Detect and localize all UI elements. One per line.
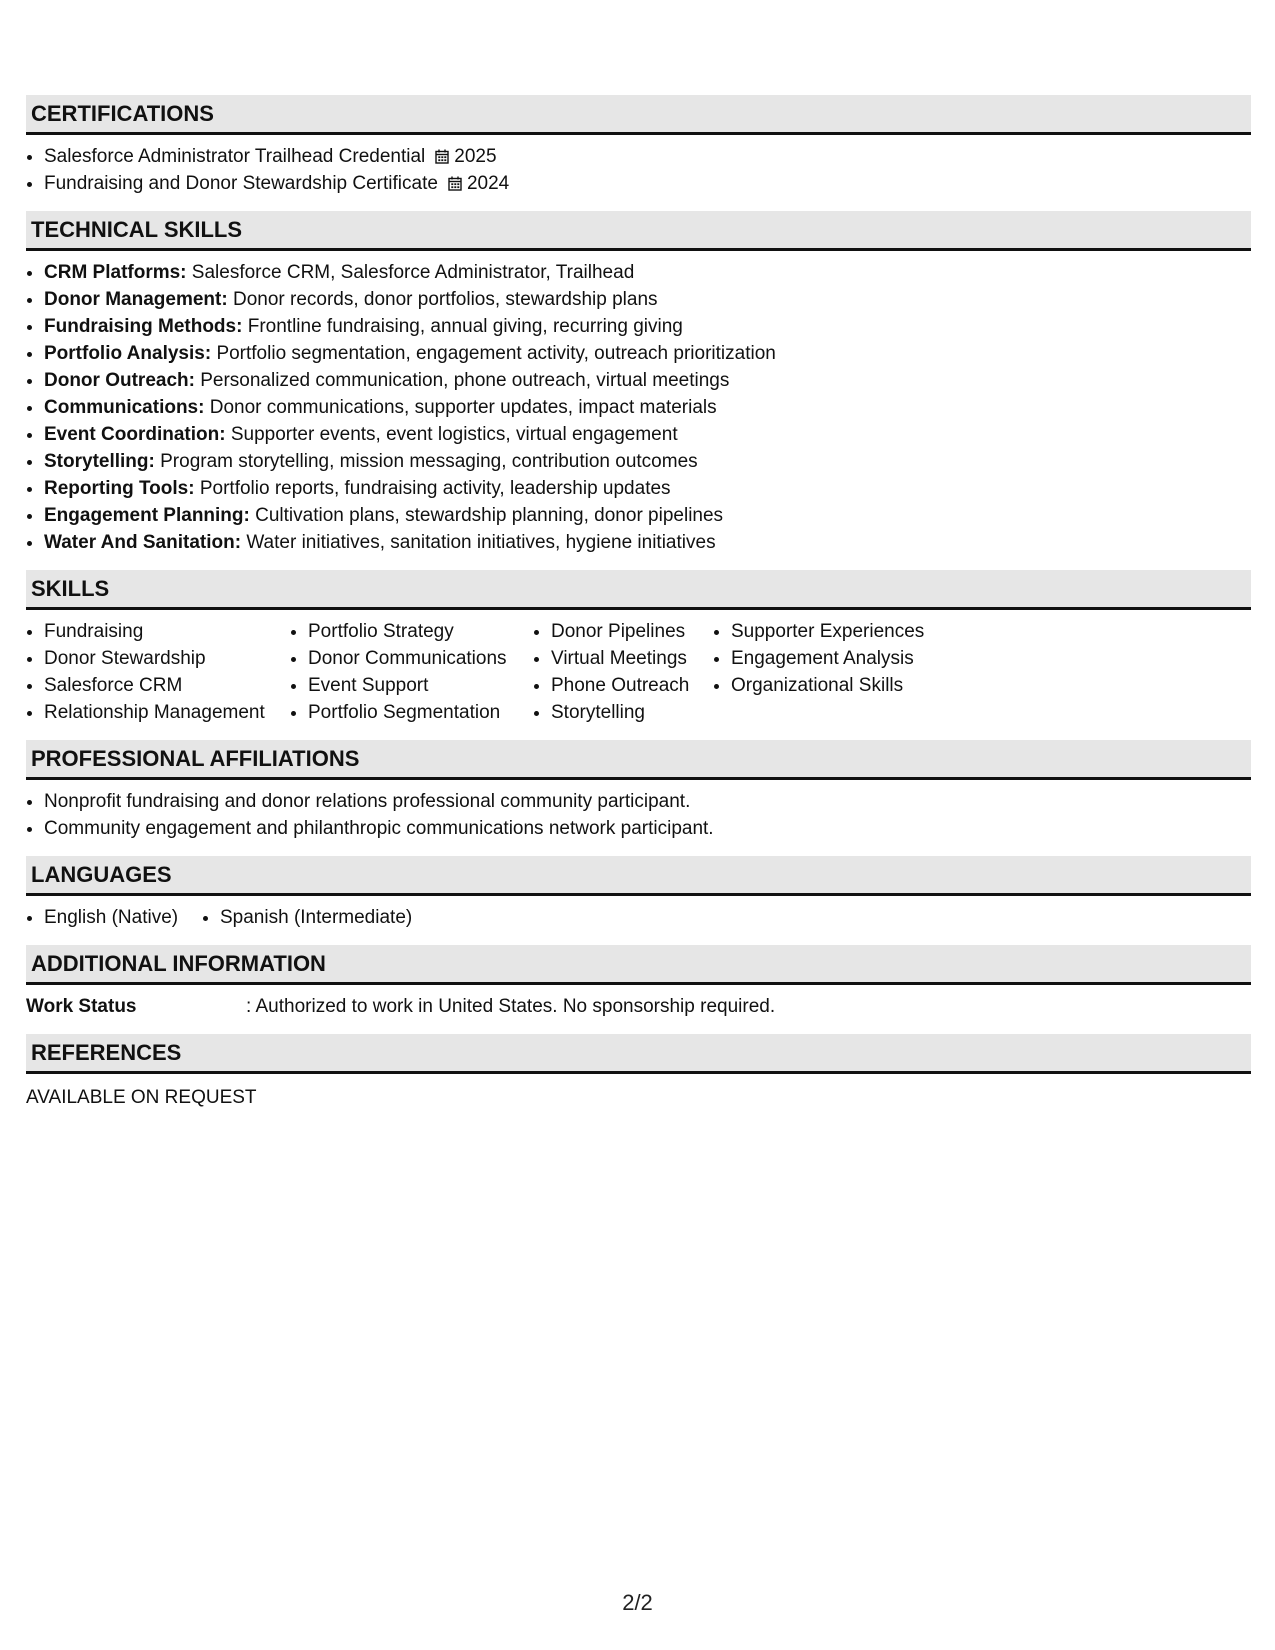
skill-details: Salesforce CRM, Salesforce Administrator, Trailhead [191,262,635,283]
skills-column [533,618,713,726]
additional-info-heading: ADDITIONAL INFORMATION [26,945,1251,985]
certifications-section [26,95,1251,197]
affiliations-list [26,788,1251,842]
skill-category: Event Coordination: [44,424,226,445]
additional-info-section [26,945,1251,1020]
skill-category: Communications: [44,397,205,418]
affiliations-heading: PROFESSIONAL AFFILIATIONS [26,740,1251,780]
list-item [44,448,1251,475]
list-item [44,421,1251,448]
skills-column [26,618,290,726]
references-text: AVAILABLE ON REQUEST [26,1087,257,1108]
certification-year: 2025 [454,146,497,167]
certification-name: Salesforce Administrator Trailhead Credential [44,146,426,167]
technical-skills-heading: TECHNICAL SKILLS [26,211,1251,251]
skill-details: Portfolio segmentation, engagement activity, outreach prioritization [216,343,776,364]
list-item: • Donor Communications [308,645,533,672]
references-heading: REFERENCES [26,1034,1251,1074]
list-item: • Fundraising [44,618,290,645]
list-item: • Portfolio Strategy [308,618,533,645]
list-item: • Community engagement and philanthropic communications network participant. [44,815,1251,842]
list-item [44,170,1251,197]
skills-heading: SKILLS [26,570,1251,610]
certification-year: 2024 [466,173,510,194]
skill-category: Storytelling: [44,451,155,472]
languages-section [26,856,1251,931]
skill-category: Donor Outreach: [44,370,195,391]
list-item [44,143,1251,170]
list-item: • Relationship Management [44,699,290,726]
list-item: • Nonprofit fundraising and donor relations professional community participant. [44,788,1251,815]
calendar-icon [435,149,449,164]
technical-skills-section [26,211,1251,556]
list-item [44,340,1251,367]
skill-category: CRM Platforms: [44,262,187,283]
work-status-row [26,993,1251,1020]
skill-details: Donor records, donor portfolios, stewardship plans [232,289,658,310]
skill-details: Cultivation plans, stewardship planning, donor pipelines [255,505,724,526]
skill-category: Fundraising Methods: [44,316,243,337]
resume-page [26,95,1251,1125]
certification-name: Fundraising and Donor Stewardship Certificate [44,173,438,194]
list-item: • Spanish (Intermediate) [220,904,412,931]
languages-heading: LANGUAGES [26,856,1251,896]
languages-column [202,904,412,931]
list-item: • Phone Outreach [551,672,713,699]
skill-category: Water And Sanitation: [44,532,242,553]
list-item [44,259,1251,286]
list-item [44,367,1251,394]
skill-details: Supporter events, event logistics, virtual engagement [230,424,678,445]
list-item: • Event Support [308,672,533,699]
list-item [44,502,1251,529]
skill-category: Reporting Tools: [44,478,195,499]
list-item: • Portfolio Segmentation [308,699,533,726]
skill-category: Portfolio Analysis: [44,343,212,364]
skill-details: Personalized communication, phone outreach, virtual meetings [200,370,730,391]
list-item: • Supporter Experiences [731,618,981,645]
list-item: • Donor Stewardship [44,645,290,672]
technical-skills-list [26,259,1251,556]
list-item [44,475,1251,502]
work-status-value: : Authorized to work in United States. No sponsorship required. [246,996,776,1017]
list-item: • Storytelling [551,699,713,726]
page-number: 2/2 [622,1590,653,1615]
references-section [26,1034,1251,1111]
list-item [44,394,1251,421]
list-item: • Donor Pipelines [551,618,713,645]
skills-section [26,570,1251,726]
list-item [44,313,1251,340]
list-item [44,529,1251,556]
list-item: • Salesforce CRM [44,672,290,699]
list-item: • Virtual Meetings [551,645,713,672]
skills-column [290,618,533,726]
languages-column [26,904,202,931]
skills-column [713,618,981,726]
languages-row [26,904,1251,931]
work-status-label: Work Status [26,996,137,1017]
list-item: • Organizational Skills [731,672,981,699]
skill-details: Program storytelling, mission messaging, contribution outcomes [160,451,698,472]
skills-grid [26,618,1251,726]
skill-category: Donor Management: [44,289,228,310]
certifications-heading: CERTIFICATIONS [26,95,1251,135]
list-item [44,286,1251,313]
affiliations-section [26,740,1251,842]
skill-details: Donor communications, supporter updates, impact materials [209,397,717,418]
list-item: • Engagement Analysis [731,645,981,672]
skill-details: Water initiatives, sanitation initiatives, hygiene initiatives [246,532,716,553]
list-item: • English (Native) [44,904,202,931]
calendar-icon [448,176,462,191]
certifications-list [26,143,1251,197]
skill-category: Engagement Planning: [44,505,250,526]
skill-details: Portfolio reports, fundraising activity, leadership updates [199,478,671,499]
skill-details: Frontline fundraising, annual giving, recurring giving [247,316,683,337]
